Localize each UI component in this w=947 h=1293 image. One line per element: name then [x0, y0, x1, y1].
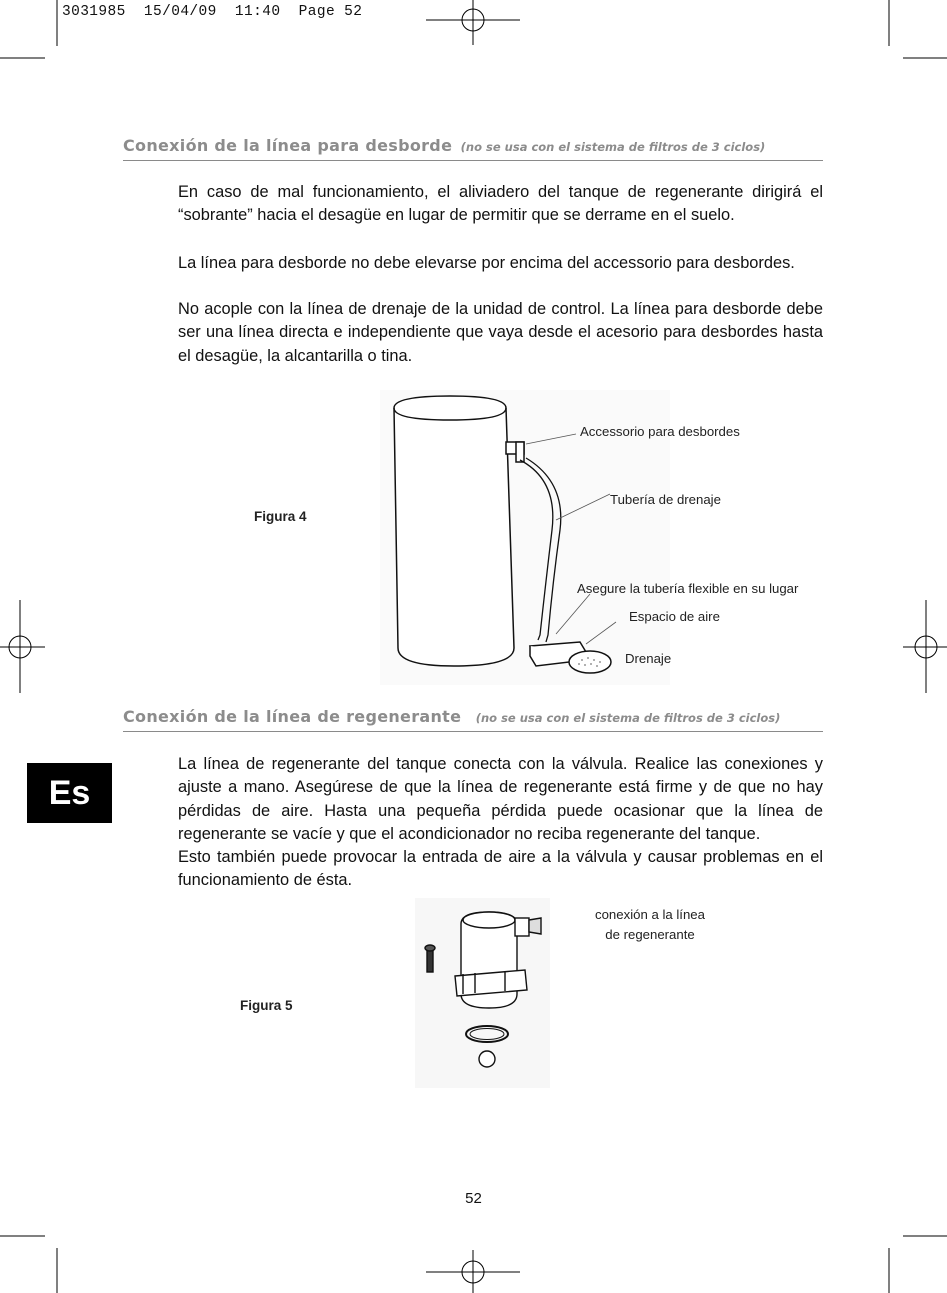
registration-mark-bottom — [426, 1250, 520, 1293]
registration-mark-right — [903, 600, 947, 693]
section-title: Conexión de la línea para desborde — [123, 136, 453, 155]
language-tab: Es — [27, 763, 112, 823]
page-number: 52 — [465, 1190, 482, 1207]
paragraph-air-entry: Esto también puede provocar la entrada de aire a la válvula y causar problemas en el funcionamiento de ésta. — [178, 848, 823, 890]
section-note: (no se usa con el sistema de filtros de 3 ciclos) — [460, 140, 766, 154]
paragraph-brine-connection: La línea de regenerante del tanque conecta con la válvula. Realice las conexiones y ajuste a mano. Asegúrese de que la línea de regenerante está firme y de que no hay pérdidas de aire. Hasta una pequeña pérdida puede ocasionar que la línea de regenerante se vacíe y que el acondicionador no reciba regenerante del tanque. — [178, 755, 823, 844]
callout-air-gap: Espacio de aire — [629, 609, 720, 624]
printer-slug: 3031985 15/04/09 11:40 Page 52 — [62, 4, 363, 20]
figure-5-illustration — [415, 898, 550, 1088]
callout-brine-connection — [580, 905, 720, 945]
figure-4-label: Figura 4 — [254, 509, 307, 524]
section-header-overflow-line — [123, 136, 823, 161]
callout-overflow-fitting: Accessorio para desbordes — [580, 424, 740, 439]
callout-line-1: conexión a la línea — [595, 907, 705, 922]
paragraph-elevation: La línea para desborde no debe elevarse por encima del accessorio para desbordes. — [178, 254, 795, 272]
callout-secure-tube: Asegure la tubería flexible en su lugar — [577, 581, 799, 596]
section-note: (no se usa con el sistema de filtros de 3 ciclos) — [475, 711, 781, 725]
paragraph-independent-line: No acople con la línea de drenaje de la unidad de control. La línea para desborde debe ser una línea directa e independiente que vaya desde el acesorio para desbordes hasta el desagüe, la alcantarilla o tina. — [178, 300, 823, 365]
figure-5-label: Figura 5 — [240, 998, 293, 1013]
callout-drain-tube: Tubería de drenaje — [610, 492, 721, 507]
paragraph-malfunction: En caso de mal funcionamiento, el aliviadero del tanque de regenerante dirigirá el “sobrante” hacia el desagüe en lugar de permitir que se derrame en el suelo. — [178, 183, 823, 225]
section-header-brine-line — [123, 707, 823, 732]
callout-drain: Drenaje — [625, 651, 672, 666]
section-title: Conexión de la línea de regenerante — [123, 707, 462, 726]
callout-line-2: de regenerante — [605, 927, 695, 942]
registration-mark-left — [0, 600, 45, 693]
registration-mark-top — [426, 0, 520, 45]
